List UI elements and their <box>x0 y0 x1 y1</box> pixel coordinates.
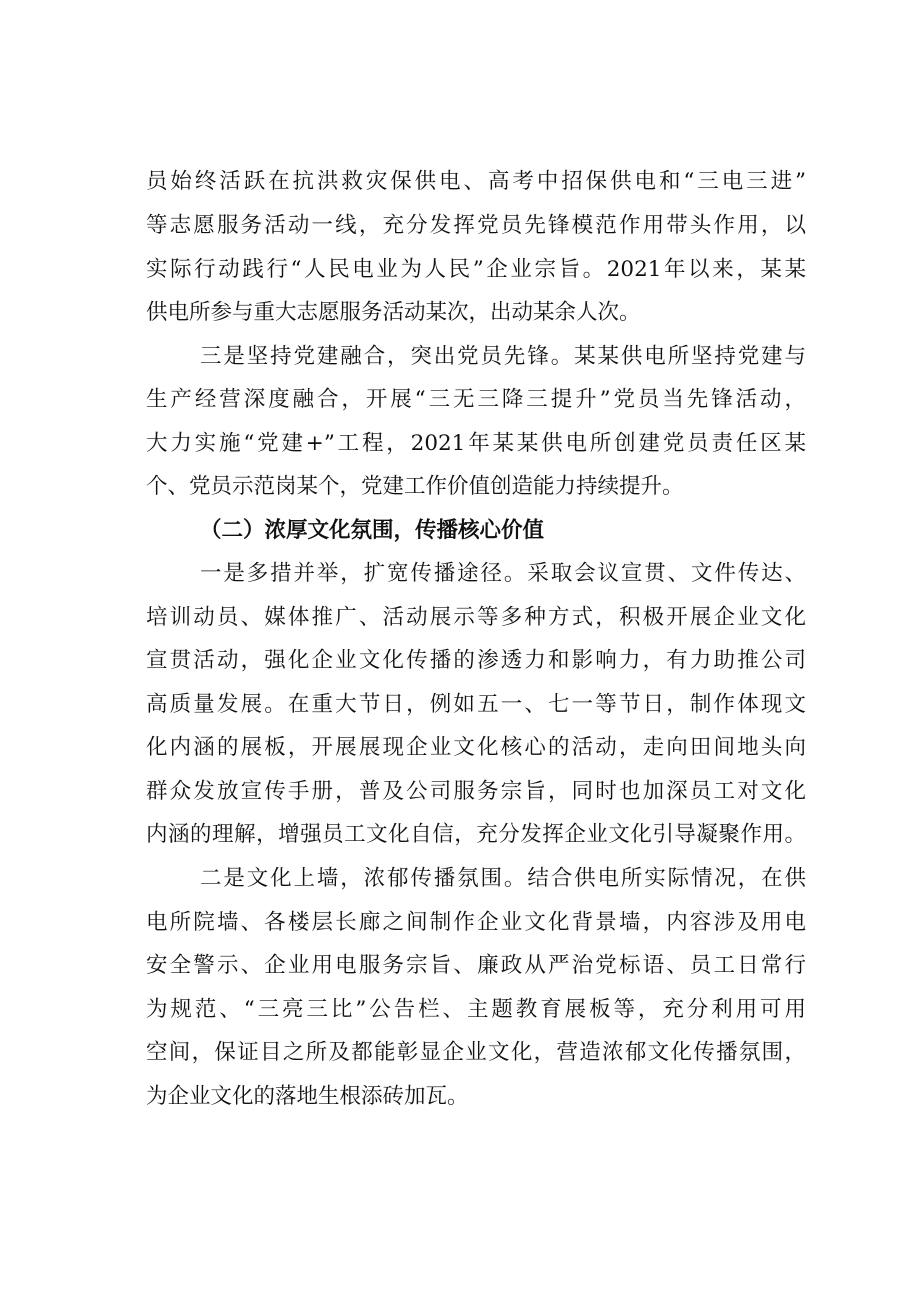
paragraph-2-line-2: 生产经营深度融合，开展“三无三降三提升”党员当先锋活动， <box>146 387 806 412</box>
paragraph-4-line-2: 电所院墙、各楼层长廊之间制作企业文化背景墙，内容涉及用电 <box>146 910 806 935</box>
paragraph-2-line-4: 个、党员示范岗某个，党建工作价值创造能力持续提升。 <box>146 474 684 499</box>
paragraph-4-line-6: 为企业文化的落地生根添砖加瓦。 <box>146 1084 469 1109</box>
paragraph-2-line-3: 大力实施“党建+”工程，2021年某某供电所创建党员责任区某 <box>146 431 806 456</box>
paragraph-3-line-1: 一是多措并举，扩宽传播途径。采取会议宣贯、文件传达、 <box>200 561 806 586</box>
paragraph-3-line-5: 化内涵的展板，开展展现企业文化核心的活动，走向田间地头向 <box>146 735 806 760</box>
paragraph-4-line-3: 安全警示、企业用电服务宗旨、廉政从严治党标语、员工日常行 <box>146 953 806 978</box>
paragraph-3-line-4: 高质量发展。在重大节日，例如五一、七一等节日，制作体现文 <box>146 692 806 717</box>
paragraph-3-line-6: 群众发放宣传手册，普及公司服务宗旨，同时也加深员工对文化 <box>146 779 806 804</box>
paragraph-4-line-5: 空间，保证目之所及都能彰显企业文化，营造浓郁文化传播氛围， <box>146 1040 806 1065</box>
paragraph-1-line-4: 供电所参与重大志愿服务活动某次，出动某余人次。 <box>146 300 641 325</box>
paragraph-4-line-1: 二是文化上墙，浓郁传播氛围。结合供电所实际情况，在供 <box>200 866 806 891</box>
paragraph-4-line-4: 为规范、“三亮三比”公告栏、主题教育展板等，充分利用可用 <box>146 997 806 1022</box>
paragraph-1-line-1: 员始终活跃在抗洪救灾保供电、高考中招保供电和“三电三进” <box>146 169 806 194</box>
paragraph-3-line-2: 培训动员、媒体推广、活动展示等多种方式，积极开展企业文化 <box>146 605 806 630</box>
section-heading: （二）浓厚文化氛围，传播核心价值 <box>200 518 545 543</box>
paragraph-3-line-7: 内涵的理解，增强员工文化自信，充分发挥企业文化引导凝聚作用。 <box>146 822 806 847</box>
paragraph-1-line-2: 等志愿服务活动一线，充分发挥党员先锋模范作用带头作用，以 <box>146 213 806 238</box>
paragraph-1-line-3: 实际行动践行“人民电业为人民”企业宗旨。2021年以来，某某 <box>146 257 806 282</box>
paragraph-2-line-1: 三是坚持党建融合，突出党员先锋。某某供电所坚持党建与 <box>200 344 806 369</box>
paragraph-3-line-3: 宣贯活动，强化企业文化传播的渗透力和影响力，有力助推公司 <box>146 648 806 673</box>
